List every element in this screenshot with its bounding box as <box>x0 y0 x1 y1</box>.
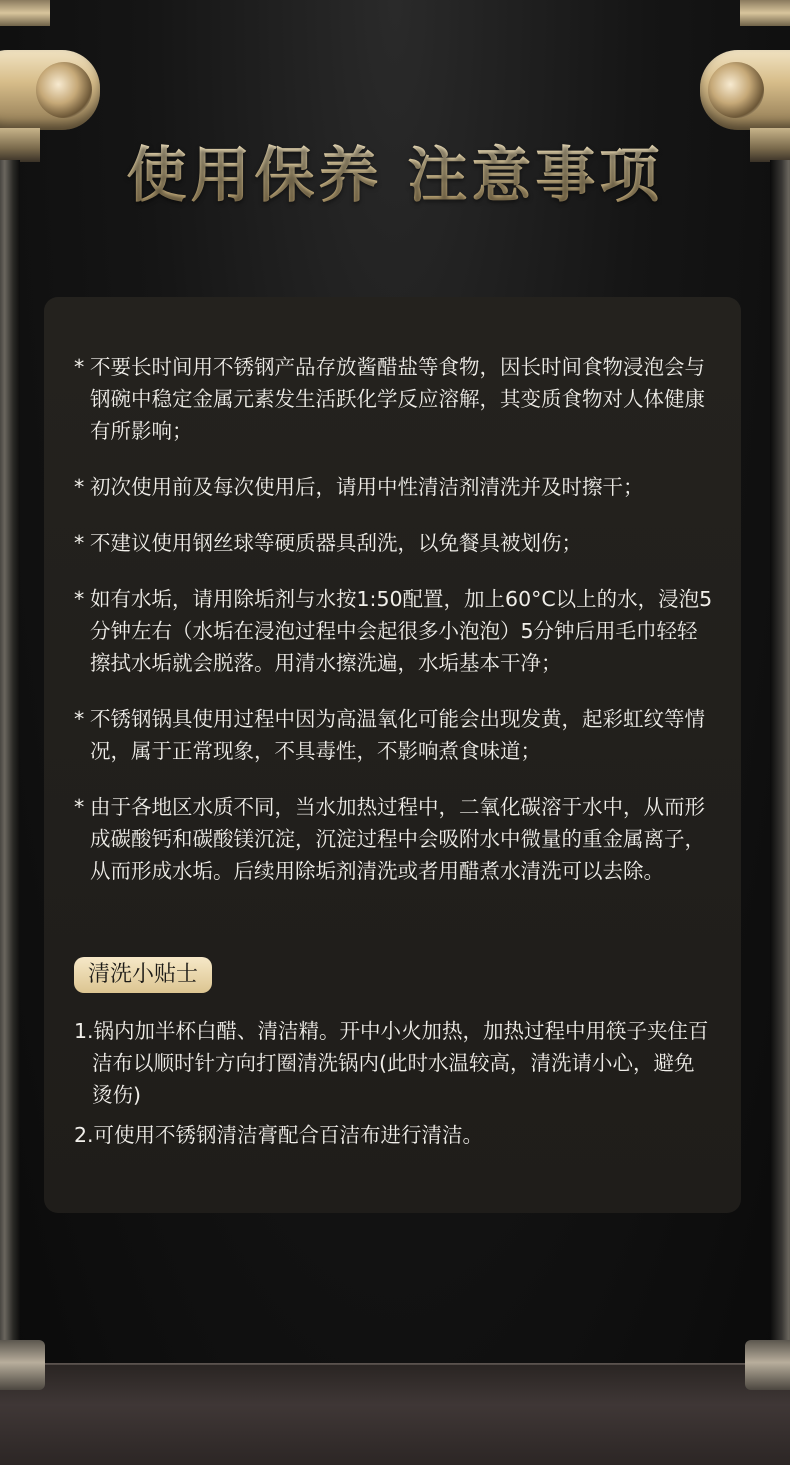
column-scroll <box>700 50 790 130</box>
floor <box>0 1365 790 1465</box>
care-note: * 由于各地区水质不同，当水加热过程中，二氧化碳溶于水中，从而形成碳酸钙和碳酸镁沉淀，沉淀过程中会吸附水中微量的重金属离子，从而形成水垢。后续用除垢剂清洗或者用醋煮水清洗可以去除。 <box>74 791 714 887</box>
care-note: * 如有水垢，请用除垢剂与水按1:50配置，加上60°C以上的水，浸泡5分钟左右（水垢在浸泡过程中会起很多小泡泡）5分钟后用毛巾轻轻擦拭水垢就会脱落。用清水擦洗遍，水垢基本干净； <box>74 583 714 679</box>
cleaning-tips-badge: 清洗小贴士 <box>74 957 212 993</box>
cleaning-tip <box>74 1119 714 1151</box>
care-note: * 初次使用前及每次使用后，请用中性清洁剂清洗并及时擦干； <box>74 471 714 503</box>
care-note: * 不锈钢锅具使用过程中因为高温氧化可能会出现发黄，起彩虹纹等情况，属于正常现象，不具毒性，不影响煮食味道； <box>74 703 714 767</box>
column-volute <box>36 62 92 118</box>
care-notes-panel <box>44 297 741 1213</box>
column-shaft <box>770 160 790 1360</box>
cleaning-tip-text: 2.可使用不锈钢清洁膏配合百洁布进行清洁。 <box>74 1123 484 1147</box>
cleaning-tip-text: 1.锅内加半杯白醋、清洁精。开中小火加热，加热过程中用筷子夹住百洁布以顺时针方向打圈清洗锅内(此时水温较高，清洗请小心，避免烫伤) <box>74 1019 709 1107</box>
care-note: * 不要长时间用不锈钢产品存放酱醋盐等食物，因长时间食物浸泡会与钢碗中稳定金属元素发生活跃化学反应溶解，其变质食物对人体健康有所影响； <box>74 351 714 447</box>
right-column-decoration <box>750 0 790 1465</box>
column-cap-top <box>0 0 50 26</box>
care-note: * 不建议使用钢丝球等硬质器具刮洗，以免餐具被划伤； <box>74 527 714 559</box>
left-column-decoration <box>0 0 40 1465</box>
cleaning-tip <box>74 1015 714 1111</box>
care-notes-list <box>74 351 714 911</box>
column-base <box>0 1340 45 1390</box>
column-shaft <box>0 160 20 1360</box>
column-cap-top <box>740 0 790 26</box>
column-scroll <box>0 50 100 130</box>
column-base <box>745 1340 790 1390</box>
column-volute <box>708 62 764 118</box>
page-title: 使用保养 注意事项 <box>0 128 790 214</box>
cleaning-tips-list <box>74 1015 714 1159</box>
